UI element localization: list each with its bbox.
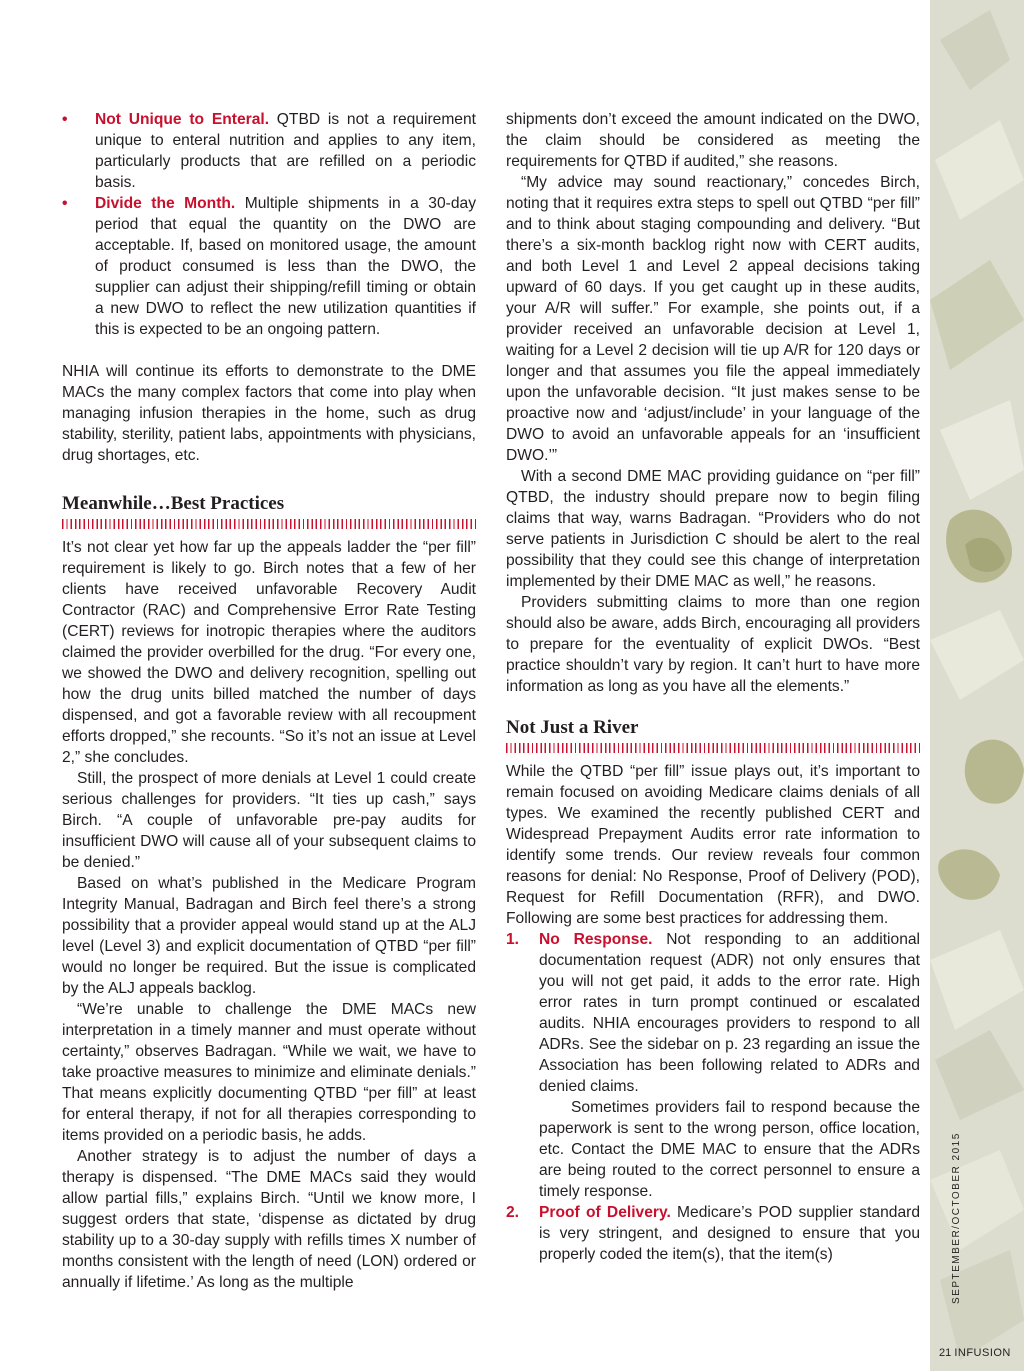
page-footer <box>939 1347 1011 1359</box>
numbered-item <box>506 929 920 1202</box>
section-heading: Meanwhile…Best Practices <box>62 493 285 514</box>
left-column <box>62 109 476 1293</box>
page-number: 21 <box>939 1347 952 1359</box>
bullet-text: Multiple shipments in a 30-day period that equal the quantity on the DWO are acceptable. If, based on monitored usage, the amount of product consumed is less than the DWO, the supplier can adjust their shipping/refill timing or obtain a new DWO to reflect the new utilization quantities if this is expected to be an ongoing pattern. <box>95 195 476 338</box>
body-paragraph: Based on what’s published in the Medicare Program Integrity Manual, Badragan and Birch feel there’s a strong possibility that a provider appeal would stand up at the ALJ level (Level 3) and explicit documentation of QTBD “per fill” would no longer be required. But the issue is complicated by the ALJ appeals backlog. <box>62 875 476 997</box>
bullet-item <box>62 193 476 340</box>
body-paragraph: shipments don’t exceed the amount indicated on the DWO, the claim should be considered as meeting the requirements for QTBD if audited,” she reasons. <box>506 111 920 170</box>
section-intro: While the QTBD “per fill” issue plays out, it’s important to remain focused on avoiding Medicare claims denials of all types. We examined the recently published CERT and Widespread Prepayment Audits error rate information to identify some trends. Our review reveals four common reasons for denial: No Response, Proof of Delivery (POD), Request for Refill Documentation (RFR), and DWO. Following are some best practices for addressing them. <box>506 763 920 927</box>
item-subparagraph: Sometimes providers fail to respond because the paperwork is sent to the wrong person, office location, etc. Contact the DME MAC to ensure that the ADRs are being routed to the correct personnel to ensure a timely response. <box>539 1099 920 1200</box>
numbered-item <box>506 1202 920 1265</box>
item-lead: Proof of Delivery. <box>539 1204 671 1221</box>
body-paragraph: “My advice may sound reactionary,” concedes Birch, noting that it requires extra steps to spell out QTBD “per fill” and to think about staging compounding and delivery. “But there’s a six-month backlog right now with CERT audits, and both Level 1 and Level 2 appeal decisions taking upward of 60 days. If you get caught up in these audits, your A/R will suffer.” For example, she points out, if a provider received an unfavorable decision at Level 1, waiting for a Level 2 decision will tie up A/R for 120 days or longer and that assumes you file the appeal immediately upon the unfavorable decision. “It just makes sense to be proactive now and ‘adjust/include’ in your language of the DWO to avoid an unfavorable appeals for an ‘insufficient DWO.’” <box>506 174 920 464</box>
item-number: 1. <box>506 931 520 948</box>
bullet-icon: • <box>62 111 68 128</box>
item-lead: No Response. <box>539 931 653 948</box>
bullet-icon: • <box>62 195 68 212</box>
intro-paragraph: NHIA will continue its efforts to demonstrate to the DME MACs the many complex factors that come into play when managing infusion therapies in the home, such as drug stability, sterility, patient labs, appointments with physicians, drug shortages, etc. <box>62 363 476 464</box>
bullet-lead: Not Unique to Enteral. <box>95 111 270 128</box>
item-text: Not responding to an additional documentation request (ADR) not only ensures that you will not get paid, it adds to the error rate. High error rates in turn prompt continued or escalated audits. NHIA encourages providers to respond to all ADRs. See the sidebar on p. 23 regarding an issue the Association has been following related to ADRs and denied claims. <box>539 931 920 1095</box>
body-paragraph: “We’re unable to challenge the DME MACs new interpretation in a timely manner and must operate without certainty,” observes Badragan. “While we wait, we have to take proactive measures to minimize and eliminate denials.” That means explicitly documenting QTBD “per fill” at least for enteral therapy, if not for all therapies corresponding to items provided on a periodic basis, he adds. <box>62 1001 476 1144</box>
body-paragraph: Providers submitting claims to more than one region should also be aware, adds Birch, encouraging all providers to prepare for the eventuality of explicit DWOs. “Best practice shouldn’t vary by region. It can’t hurt to have more information as long as you have all the elements.” <box>506 594 920 695</box>
bullet-item <box>62 109 476 193</box>
heading-rule <box>62 519 476 529</box>
section-heading: Not Just a River <box>506 717 639 738</box>
bullet-lead: Divide the Month. <box>95 195 236 212</box>
body-paragraph: Another strategy is to adjust the number of days a therapy is dispensed. “The DME MACs said they would allow partial fills,” explains Birch. “Until we know more, I suggest orders that state, ‘dispense as dictated by drug stability up to a 30-day supply with refills times X number of months consistent with the length of need (LON) ordered or annually if lifetime.’ As long as the multiple <box>62 1148 476 1291</box>
body-paragraph: With a second DME MAC providing guidance on “per fill” QTBD, the industry should prepare now to begin filing claims that way, warns Badragan. “Providers who do not serve patients in Jurisdiction C should be alert to the real possibility that they could see this change of interpretation implemented by their DME MAC as well,” he reasons. <box>506 468 920 590</box>
body-paragraph: It’s not clear yet how far up the appeals ladder the “per fill” requirement is likely to go. Birch notes that a few of her clients have received unfavorable Recovery Audit Contractor (RAC) and Comprehensive Error Rate Testing (CERT) reviews for inotropic therapies where the auditors claimed the provider overbilled for the drug. “For every one, we showed the DWO and delivery recognition, spelling out how the drug units billed matched the number of days dispensed, and got a favorable review with all recoupment efforts dropped,” she recounts. “So it’s not an issue at Level 2,” she concludes. <box>62 539 476 766</box>
magazine-name: INFUSION <box>954 1347 1011 1359</box>
item-number: 2. <box>506 1204 520 1221</box>
decorative-texture-strip <box>930 0 1024 1371</box>
bullet-text: QTBD is not a requirement unique to enteral nutrition and applies to any item, particularly products that are refilled on a periodic basis. <box>95 111 476 191</box>
body-paragraph: Still, the prospect of more denials at Level 1 could create serious challenges for providers. “It ties up cash,” says Birch. “A couple of unfavorable pre-pay audits for insufficient DWO will cause all of your subsequent claims to be denied.” <box>62 770 476 871</box>
issue-date: SEPTEMBER/OCTOBER 2015 <box>951 1132 962 1304</box>
item-text: Medicare’s POD supplier standard is very stringent, and designed to ensure that you properly coded the item(s), that the item(s) <box>539 1204 920 1263</box>
numbered-list <box>506 929 920 1265</box>
texture-pattern <box>930 0 1024 1371</box>
heading-rule <box>506 743 920 753</box>
bullet-list <box>62 109 476 340</box>
right-column <box>506 109 920 1265</box>
